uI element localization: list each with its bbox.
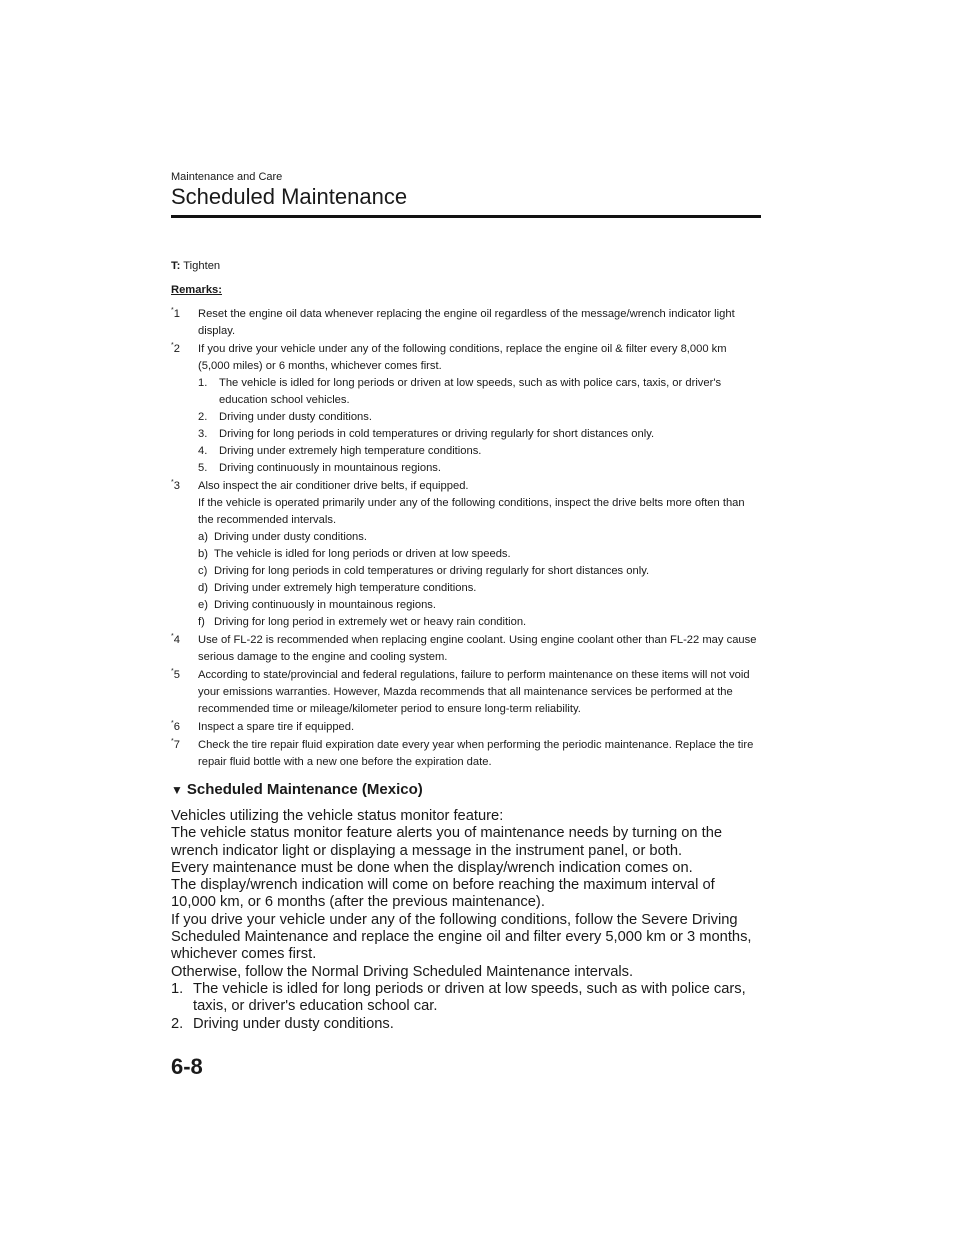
note-7: *7 Check the tire repair fluid expiration date every year when performing the periodic maintenance. Replace the tire repair fluid bottle with a new one before the expiration date.: [171, 737, 761, 771]
list-item: 2. Driving under dusty conditions.: [198, 411, 372, 423]
mexico-body: [171, 808, 761, 1033]
paragraph: If you drive your vehicle under any of the following conditions, follow the Severe Driving Scheduled Maintenance and replace the engine oil and filter every 5,000 km or 3 months, whichever comes first.: [171, 911, 752, 963]
note-text: Reset the engine oil data whenever replacing the engine oil regardless of the message/wrench indicator light display.: [198, 308, 735, 337]
paragraph: Every maintenance must be done when the display/wrench indication comes on.: [171, 859, 693, 876]
note-number: 7: [173, 739, 180, 751]
title-rule: [171, 215, 761, 218]
note-number: 5: [173, 669, 180, 681]
note-number: 6: [173, 721, 180, 733]
conditions-list: [171, 981, 761, 1033]
note-text: According to state/provincial and federal regulations, failure to perform maintenance on these items will not void your emissions warranties. However, Mazda recommends that all maintenance services be performed at the recommended time or mileage/kilometer period to ensure long-term reliability.: [198, 669, 750, 715]
list-item: 3. Driving for long periods in cold temperatures or driving regularly for short distances only.: [198, 428, 655, 440]
note-2: *2 If you drive your vehicle under any of the following conditions, replace the engine oil & filter every 8,000 km (5,000 miles) or 6 months, whichever comes first. 1. The vehicle is idled for long periods or driven at low speeds, such as with police cars, taxis, or driver's education school vehicles. 2. Driving under dusty conditions. 3. Driving for long periods in cold temperatures or driving regularly for short distances only. 4. Driving under extremely high temperature conditions. 5. Driving continuously in mountainous regions.: [171, 341, 761, 477]
note-number: 4: [173, 634, 180, 646]
list-item: e) Driving continuously in mountainous regions.: [198, 599, 437, 611]
note-4: *4 Use of FL-22 is recommended when replacing engine coolant. Using engine coolant other than FL-22 may cause serious damage to the engine and cooling system.: [171, 632, 761, 666]
legend-key: T:: [171, 260, 181, 272]
note-text: Also inspect the air conditioner drive belts, if equipped.: [198, 480, 469, 492]
note-3: *3 Also inspect the air conditioner drive belts, if equipped. If the vehicle is operated primarily under any of the following conditions, inspect the drive belts more often than the recommended intervals. a) Driving under dusty conditions. b) The vehicle is idled for long periods or driven at low speeds. c) Driving for long periods in cold temperatures or driving regularly for short distances only. d) Driving under extremely high temperature conditions. e) Driving continuously in mountainous regions. f) Driving for long period in extremely wet or heavy rain condition.: [171, 478, 761, 631]
note-1: *1 Reset the engine oil data whenever replacing the engine oil regardless of the message/wrench indicator light display.: [171, 306, 761, 340]
note-number: 3: [173, 480, 180, 492]
mexico-heading: [171, 780, 761, 800]
paragraph: Vehicles utilizing the vehicle status monitor feature:: [171, 808, 504, 824]
list-item: a) Driving under dusty conditions.: [198, 531, 367, 543]
paragraph: Otherwise, follow the Normal Driving Scheduled Maintenance intervals.: [171, 963, 634, 980]
mexico-heading-text: Scheduled Maintenance (Mexico): [186, 781, 423, 798]
list-item: 1. The vehicle is idled for long periods or driven at low speeds, such as with police cars, taxis, or driver's education school vehicles.: [198, 377, 722, 406]
note-text: Inspect a spare tire if equipped.: [198, 721, 355, 733]
note-text-secondary: If the vehicle is operated primarily under any of the following conditions, inspect the drive belts more often than the recommended intervals.: [198, 497, 745, 526]
note-text: Use of FL-22 is recommended when replacing engine coolant. Using engine coolant other than FL-22 may cause serious damage to the engine and cooling system.: [198, 634, 757, 663]
list-item: b) The vehicle is idled for long periods or driven at low speeds.: [198, 548, 511, 560]
page-content: [171, 170, 761, 1033]
note-text: If you drive your vehicle under any of the following conditions, replace the engine oil & filter every 8,000 km (5,000 miles) or 6 months, whichever comes first.: [198, 343, 727, 372]
note-6: *6 Inspect a spare tire if equipped.: [171, 719, 761, 736]
section-label: Maintenance and Care: [171, 171, 283, 183]
list-item: 1. The vehicle is idled for long periods or driven at low speeds, such as with police cars, taxis, or driver's education school car.: [171, 980, 746, 1015]
list-item: 4. Driving under extremely high temperature conditions.: [198, 445, 482, 457]
page-title: Scheduled Maintenance: [171, 184, 408, 209]
note-5: *5 According to state/provincial and federal regulations, failure to perform maintenance on these items will not void your emissions warranties. However, Mazda recommends that all maintenance services be performed at the recommended time or mileage/kilometer period to ensure long-term reliability.: [171, 667, 761, 718]
list-item: 2. Driving under dusty conditions.: [171, 1015, 394, 1032]
note-number: 2: [173, 343, 180, 355]
paragraph: The display/wrench indication will come on before reaching the maximum interval of 10,000 km, or 6 months (after the previous maintenance).: [171, 877, 715, 911]
legend-tighten: [171, 258, 761, 275]
remarks-notes: [171, 306, 761, 771]
list-item: 5. Driving continuously in mountainous regions.: [198, 462, 442, 474]
list-item: f) Driving for long period in extremely wet or heavy rain condition.: [198, 616, 527, 628]
legend-text: Tighten: [183, 260, 221, 272]
remarks-label: Remarks:: [171, 284, 222, 296]
triangle-down-icon: ▼: [171, 783, 183, 797]
list-item: d) Driving under extremely high temperature conditions.: [198, 582, 477, 594]
list-item: c) Driving for long periods in cold temperatures or driving regularly for short distances only.: [198, 565, 650, 577]
page-number: 6-8: [171, 1054, 203, 1079]
note-text: Check the tire repair fluid expiration date every year when performing the periodic maintenance. Replace the tire repair fluid bottle with a new one before the expiration date.: [198, 739, 754, 768]
paragraph: The vehicle status monitor feature alerts you of maintenance needs by turning on the wrench indicator light or displaying a message in the instrument panel, or both.: [171, 825, 723, 859]
note-number: 1: [173, 308, 180, 320]
